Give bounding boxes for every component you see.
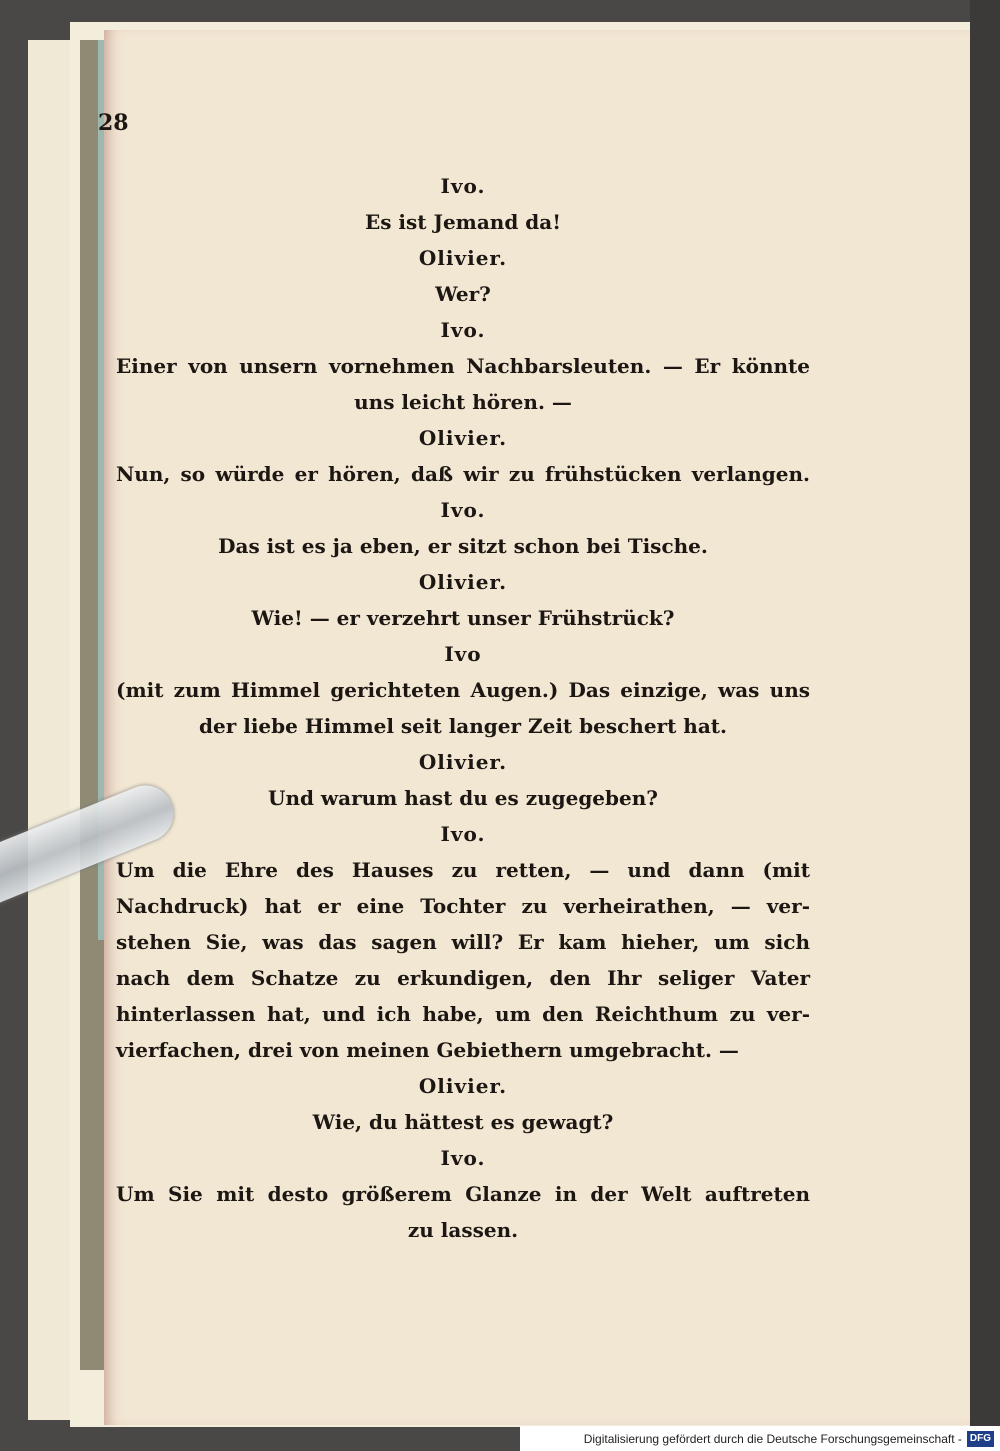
speaker-name: Ivo. xyxy=(440,498,486,522)
dialogue-line: Wie, du hättest es gewagt? xyxy=(312,1110,614,1134)
dialogue-line: (mit zum Himmel gerichteten Augen.) Das einzige, was uns xyxy=(116,678,810,702)
dialogue-line: Um Sie mit desto größerem Glanze in der Welt auftreten xyxy=(116,1182,810,1206)
speaker-name: Olivier. xyxy=(418,570,508,594)
dialogue-line: der liebe Himmel seit langer Zeit beschert hat. xyxy=(199,714,727,738)
speaker-name: Ivo. xyxy=(440,822,486,846)
dfg-logo-icon: DFG xyxy=(967,1431,994,1447)
dialogue-line: Um die Ehre des Hauses zu retten, — und dann (mit xyxy=(116,858,810,882)
dialogue-line: Nachdruck) hat er eine Tochter zu verheirathen, — ver- xyxy=(116,894,810,918)
speaker-name: Ivo xyxy=(444,642,482,666)
speaker-name: Ivo. xyxy=(440,174,486,198)
speaker-name: Ivo. xyxy=(440,318,486,342)
dialogue-line: stehen Sie, was das sagen will? Er kam hieher, um sich xyxy=(116,930,810,954)
dialogue-line: Nun, so würde er hören, daß wir zu frühstücken verlangen. xyxy=(116,462,810,486)
dialogue-line: Wie! — er verzehrt unser Frühstrück? xyxy=(251,606,675,630)
page-text-block xyxy=(116,168,810,1248)
speaker-name: Olivier. xyxy=(418,750,508,774)
dialogue-line: Und warum hast du es zugegeben? xyxy=(268,786,658,810)
page-gutter-shadow xyxy=(970,0,1000,1451)
dialogue-line: Einer von unsern vornehmen Nachbarsleuten. — Er könnte xyxy=(116,354,810,378)
dialogue-line: vierfachen, drei von meinen Gebiethern umgebracht. — xyxy=(116,1038,739,1062)
dialogue-line: hinterlassen hat, und ich habe, um den Reichthum zu ver- xyxy=(116,1002,810,1026)
dialogue-line: uns leicht hören. — xyxy=(354,390,572,414)
dialogue-line: nach dem Schatze zu erkundigen, den Ihr seliger Vater xyxy=(116,966,810,990)
speaker-name: Ivo. xyxy=(440,1146,486,1170)
dialogue-line: Es ist Jemand da! xyxy=(364,210,562,234)
funding-text: Digitalisierung gefördert durch die Deutsche Forschungsgemeinschaft - xyxy=(583,1431,962,1446)
funding-notice xyxy=(520,1426,1000,1451)
speaker-name: Olivier. xyxy=(418,426,508,450)
speaker-name: Olivier. xyxy=(418,1074,508,1098)
dialogue-line: Das ist es ja eben, er sitzt schon bei Tische. xyxy=(218,534,708,558)
speaker-name: Olivier. xyxy=(418,246,508,270)
dialogue-line: zu lassen. xyxy=(407,1218,519,1242)
dialogue-line: Wer? xyxy=(435,282,491,306)
page-number: 28 xyxy=(98,110,129,136)
